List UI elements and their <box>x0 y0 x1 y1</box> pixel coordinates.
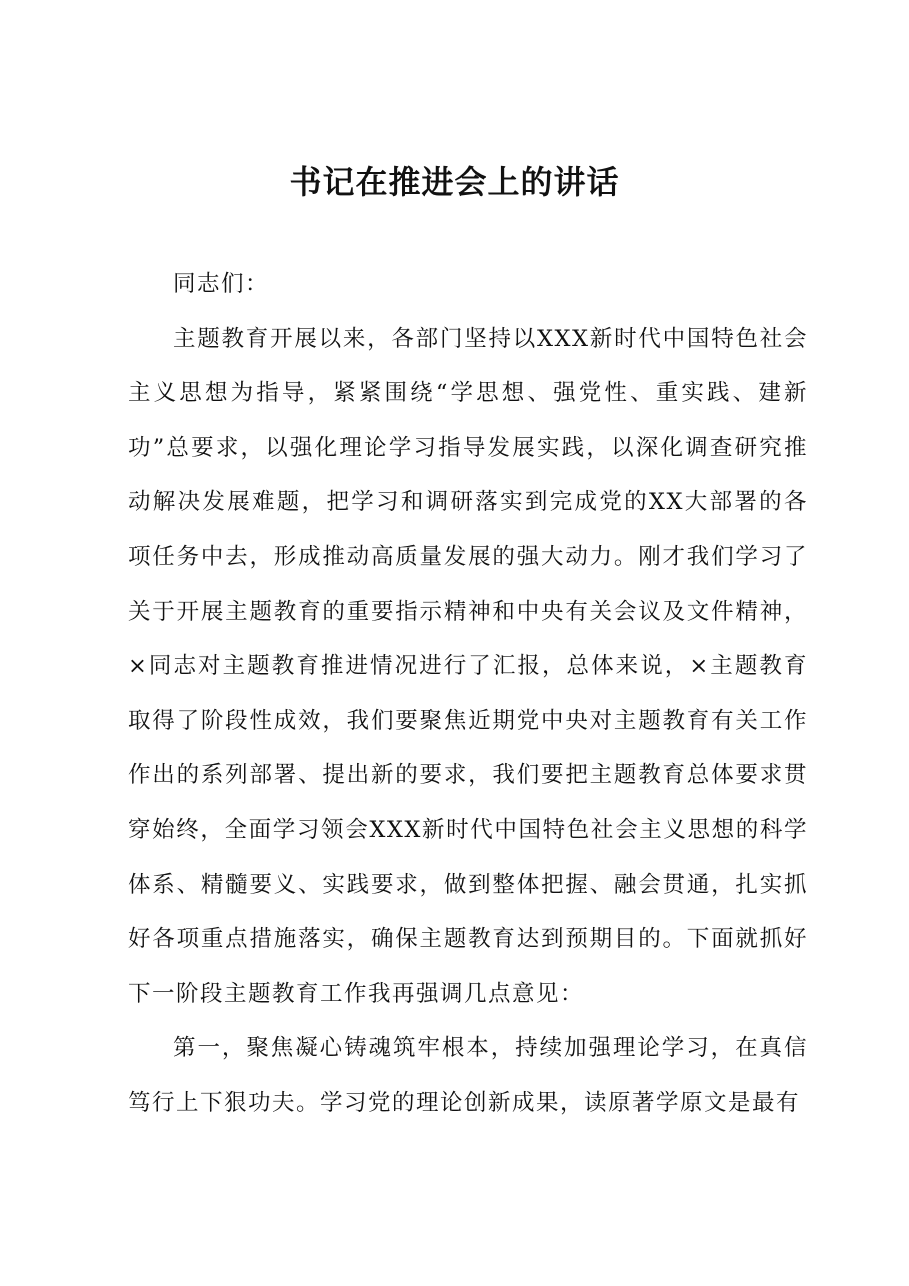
body-paragraph: 主题教育开展以来，各部门坚持以XXX新时代中国特色社会主义思想为指导，紧紧围绕“学思想、强党性、重实践、建新功”总要求，以强化理论学习指导发展实践，以深化调查研究推动解决发展难题，把学习和调研落实到完成党的XX大部署的各项任务中去，形成推动高质量发展的强大动力。刚才我们学习了关于开展主题教育的重要指示精神和中央有关会议及文件精神，×同志对主题教育推进情况进行了汇报，总体来说，×主题教育取得了阶段性成效，我们要聚焦近期党中央对主题教育有关工作作出的系列部署、提出新的要求，我们要把主题教育总体要求贯穿始终，全面学习领会XXX新时代中国特色社会主义思想的科学体系、精髓要义、实践要求，做到整体把握、融会贯通，扎实抓好各项重点措施落实，确保主题教育达到预期目的。下面就抓好下一阶段主题教育工作我再强调几点意见： <box>128 325 808 1007</box>
document-title: 书记在推进会上的讲话 <box>289 163 620 201</box>
document-body <box>128 257 808 1131</box>
body-paragraph: 第一，聚焦凝心铸魂筑牢根本，持续加强理论学习，在真信笃行上下狠功夫。学习党的理论创新成果，读原著学原文是最有 <box>128 1035 808 1116</box>
salutation: 同志们： <box>173 271 270 297</box>
